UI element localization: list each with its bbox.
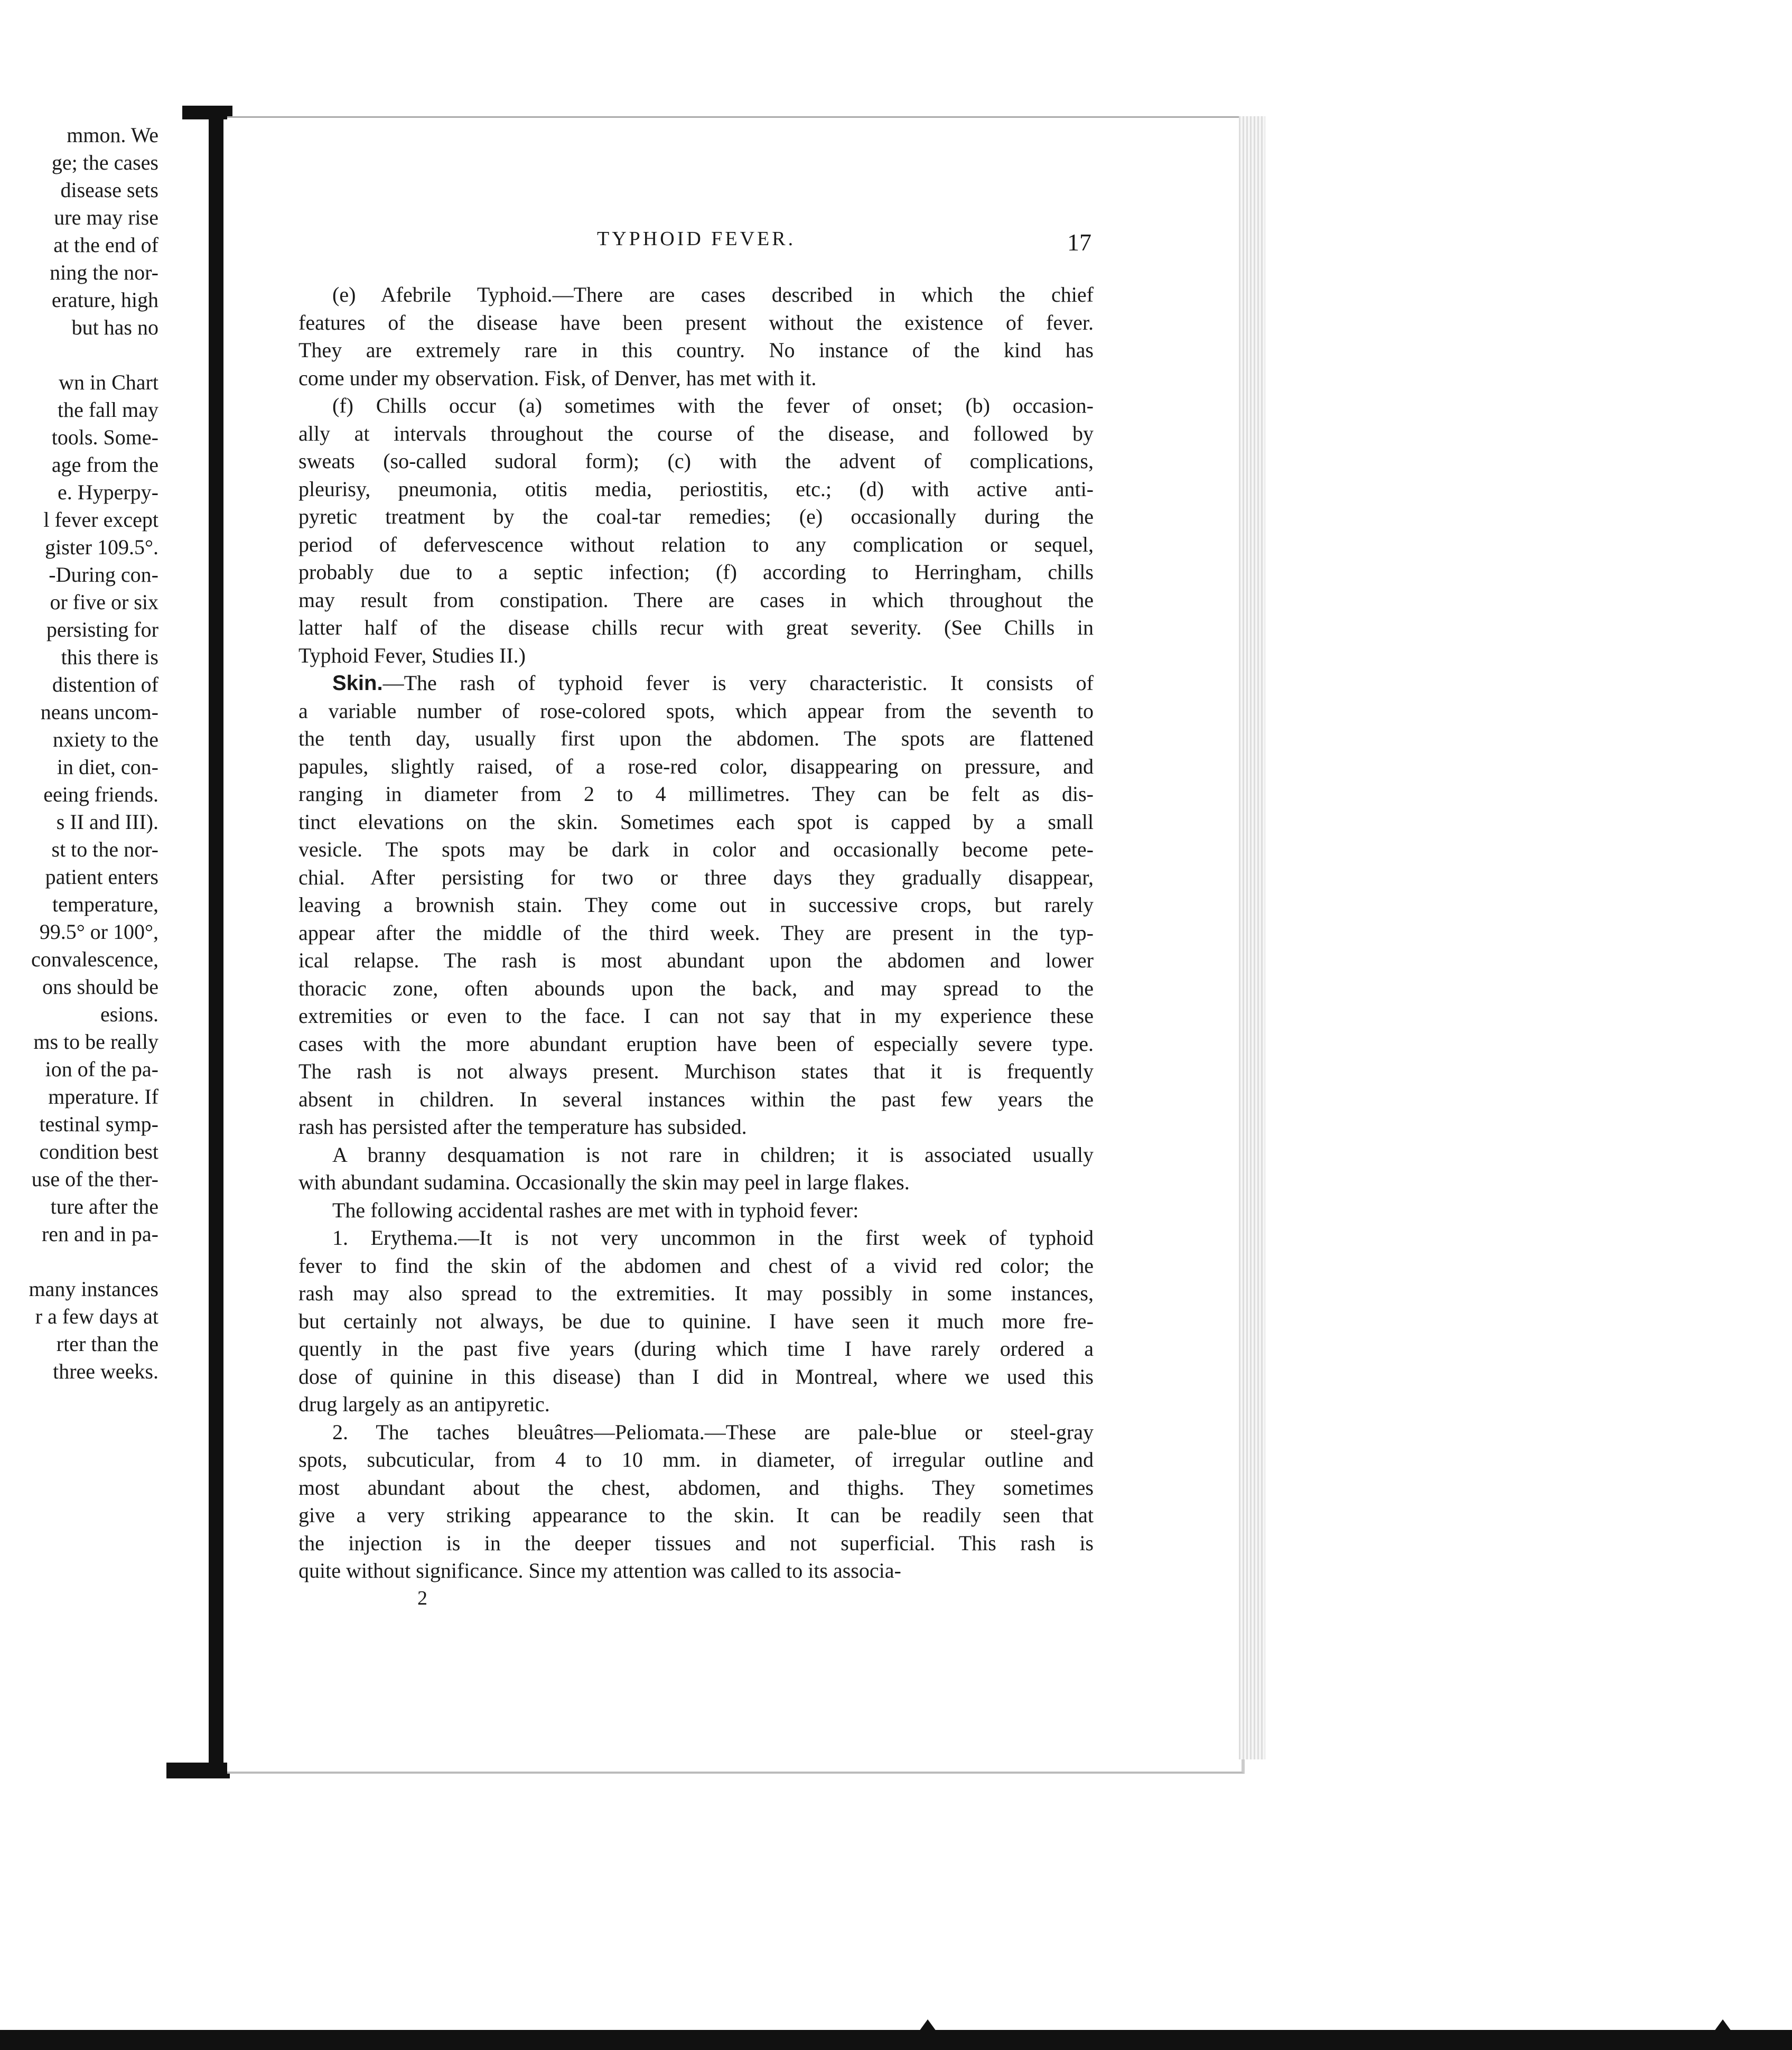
left-page-line: neans uncom-: [40, 700, 158, 724]
text-line: quite without significance. Since my attention was called to its associa-: [298, 1559, 901, 1582]
left-page-line: patient enters: [45, 865, 158, 889]
text-line: They are extremely rare in this country. No instance of the kind has: [298, 338, 1094, 362]
left-page-line: three weeks.: [53, 1359, 158, 1383]
text-line: appear after the middle of the third week. They are present in the typ-: [298, 920, 1094, 945]
text-line: ranging in diameter from 2 to 4 millimetres. They can be felt as dis-: [298, 782, 1094, 806]
text-line: rash has persisted after the temperature has subsided.: [298, 1115, 747, 1139]
text-line: (f) Chills occur (a) sometimes with the fever of onset; (b) occasion-: [332, 394, 1094, 417]
text-line: pyretic treatment by the coal-tar remedies; (e) occasionally during the: [298, 505, 1094, 528]
text-line: rash may also spread to the extremities. It may possibly in some instances,: [298, 1281, 1094, 1305]
left-page-line: ge; the cases: [51, 151, 158, 174]
text-line: absent in children. In several instances within the past few years the: [298, 1087, 1094, 1111]
text-line: The following accidental rashes are met with in typhoid fever:: [332, 1198, 859, 1222]
text-line: fever to find the skin of the abdomen and chest of a vivid red color; the: [298, 1253, 1094, 1278]
text-line: features of the disease have been present without the existence of fever.: [298, 310, 1094, 334]
left-page-line: in diet, con-: [57, 755, 158, 779]
left-page-line: nxiety to the: [53, 728, 158, 751]
text-line: period of defervescence without relation to any complication or sequel,: [298, 532, 1094, 556]
text-line: a variable number of rose-colored spots, which appear from the seventh to: [298, 698, 1094, 723]
left-page-line: 99.5° or 100°,: [39, 920, 158, 944]
text-line: give a very striking appearance to the skin. It can be readily seen that: [298, 1503, 1094, 1527]
page-number: 17: [1067, 229, 1091, 256]
text-line: spots, subcuticular, from 4 to 10 mm. in diameter, of irregular outline and: [298, 1448, 1094, 1471]
left-page-line: or five or six: [50, 590, 158, 614]
text-line: papules, slightly raised, of a rose-red color, disappearing on pressure, and: [298, 754, 1094, 778]
left-page-line: distention of: [52, 673, 158, 696]
left-page-line: ning the nor-: [50, 260, 158, 284]
text-line: drug largely as an antipyretic.: [298, 1392, 550, 1416]
left-page-line: many instances: [29, 1277, 158, 1301]
text-line: most abundant about the chest, abdomen, and thighs. They sometimes: [298, 1475, 1094, 1499]
left-page-line: mmon. We: [67, 123, 158, 147]
left-page-line: disease sets: [60, 178, 158, 202]
left-page-line: esions.: [100, 1002, 158, 1026]
left-page-line: eeing friends.: [43, 782, 158, 806]
left-page-line: ons should be: [42, 975, 158, 999]
text-line-rest: —The rash of typhoid fever is very characteristic. It consists of: [382, 671, 1094, 695]
scan-notch: [1714, 2019, 1731, 2031]
left-page-line: at the end of: [53, 233, 158, 257]
left-page-line: -During con-: [49, 563, 158, 586]
scan-bottom-border: [0, 2030, 1792, 2050]
text-line: cases with the more abundant eruption have been of especially severe type.: [298, 1031, 1094, 1056]
book-spine-bottom: [166, 1763, 230, 1778]
left-page-line: testinal symp-: [39, 1112, 158, 1136]
left-page-line: ion of the pa-: [45, 1057, 158, 1081]
text-line: [298, 669, 1094, 697]
text-line: leaving a brownish stain. They come out in successive crops, but rarely: [298, 893, 1094, 917]
text-line: Typhoid Fever, Studies II.): [298, 643, 526, 667]
text-line: quently in the past five years (during which time I have rarely ordered a: [298, 1337, 1094, 1361]
text-line: ally at intervals throughout the course of the disease, and followed by: [298, 421, 1094, 445]
left-page-line: ms to be really: [33, 1030, 158, 1054]
text-line: come under my observation. Fisk, of Denver, has met with it.: [298, 366, 817, 390]
left-page-line: persisting for: [46, 618, 158, 641]
text-line: The rash is not always present. Murchison states that it is frequently: [298, 1059, 1094, 1083]
left-page-line: erature, high: [51, 288, 158, 312]
running-head: TYPHOID FEVER.: [597, 228, 796, 250]
text-line: pleurisy, pneumonia, otitis media, periostitis, etc.; (d) with active anti-: [298, 477, 1094, 501]
body-text: [298, 281, 1094, 1585]
left-page-line: age from the: [51, 453, 158, 477]
section-heading: Skin.: [332, 672, 383, 695]
text-line: vesicle. The spots may be dark in color and occasionally become pete-: [298, 837, 1094, 861]
left-page-line: gister 109.5°.: [45, 535, 158, 559]
left-page-line: [0, 341, 158, 369]
text-line: ical relapse. The rash is most abundant upon the abdomen and lower: [298, 948, 1094, 972]
text-line: extremities or even to the face. I can not say that in my experience these: [298, 1004, 1094, 1028]
text-line: tinct elevations on the skin. Sometimes each spot is capped by a small: [298, 809, 1094, 834]
text-line: 2. The taches bleuâtres—Peliomata.—These are pale-blue or steel-gray: [332, 1420, 1094, 1444]
left-page-line: rter than the: [56, 1332, 158, 1356]
text-line: the injection is in the deeper tissues and not superficial. This rash is: [298, 1531, 1094, 1555]
scan-notch: [919, 2019, 936, 2031]
left-page-line: tools. Some-: [51, 425, 158, 449]
left-page-line: wn in Chart: [59, 370, 158, 394]
text-line: latter half of the disease chills recur with great severity. (See Chills in: [298, 616, 1094, 639]
book-spine: [209, 114, 223, 1770]
book-spine-top: [182, 106, 232, 119]
left-page-line: this there is: [61, 645, 158, 669]
text-line: 1. Erythema.—It is not very uncommon in the first week of typhoid: [332, 1226, 1094, 1250]
text-line: dose of quinine in this disease) than I did in Montreal, where we used this: [298, 1364, 1094, 1389]
left-page-line: r a few days at: [35, 1304, 158, 1328]
text-line: but certainly not always, be due to quinine. I have seen it much more fre-: [298, 1309, 1094, 1333]
left-page-line: ture after the: [50, 1195, 158, 1218]
left-page-line: but has no: [71, 315, 158, 339]
signature-mark: 2: [417, 1587, 427, 1609]
left-page-line: [0, 1248, 158, 1275]
left-page-line: temperature,: [52, 892, 158, 916]
left-page-line: e. Hyperpy-: [57, 480, 158, 504]
left-page-line: use of the ther-: [31, 1167, 158, 1191]
text-line: sweats (so-called sudoral form); (c) with the advent of complications,: [298, 449, 1094, 473]
text-line: chial. After persisting for two or three days they gradually disappear,: [298, 865, 1094, 889]
left-page-fragment: [0, 122, 158, 1770]
text-line: with abundant sudamina. Occasionally the skin may peel in large flakes.: [298, 1170, 910, 1194]
left-page-line: convalescence,: [31, 947, 158, 971]
left-page-line: st to the nor-: [51, 837, 158, 861]
left-page-line: condition best: [39, 1140, 158, 1163]
text-line: A branny desquamation is not rare in children; it is associated usually: [332, 1142, 1094, 1167]
text-line: probably due to a septic infection; (f) according to Herringham, chills: [298, 560, 1094, 584]
left-page-line: mperature. If: [48, 1085, 158, 1108]
text-line: the tenth day, usually first upon the abdomen. The spots are flattened: [298, 726, 1094, 750]
text-line: may result from constipation. There are cases in which throughout the: [298, 588, 1094, 612]
text-line: thoracic zone, often abounds upon the back, and may spread to the: [298, 976, 1094, 1000]
left-page-line: l fever except: [43, 508, 158, 532]
left-page-line: ren and in pa-: [41, 1222, 158, 1246]
left-page-line: ure may rise: [54, 206, 158, 229]
left-page-line: the fall may: [57, 398, 158, 422]
page-edges: [1239, 116, 1265, 1759]
text-line: (e) Afebrile Typhoid.—There are cases described in which the chief: [332, 283, 1094, 306]
left-page-line: s II and III).: [56, 810, 158, 834]
